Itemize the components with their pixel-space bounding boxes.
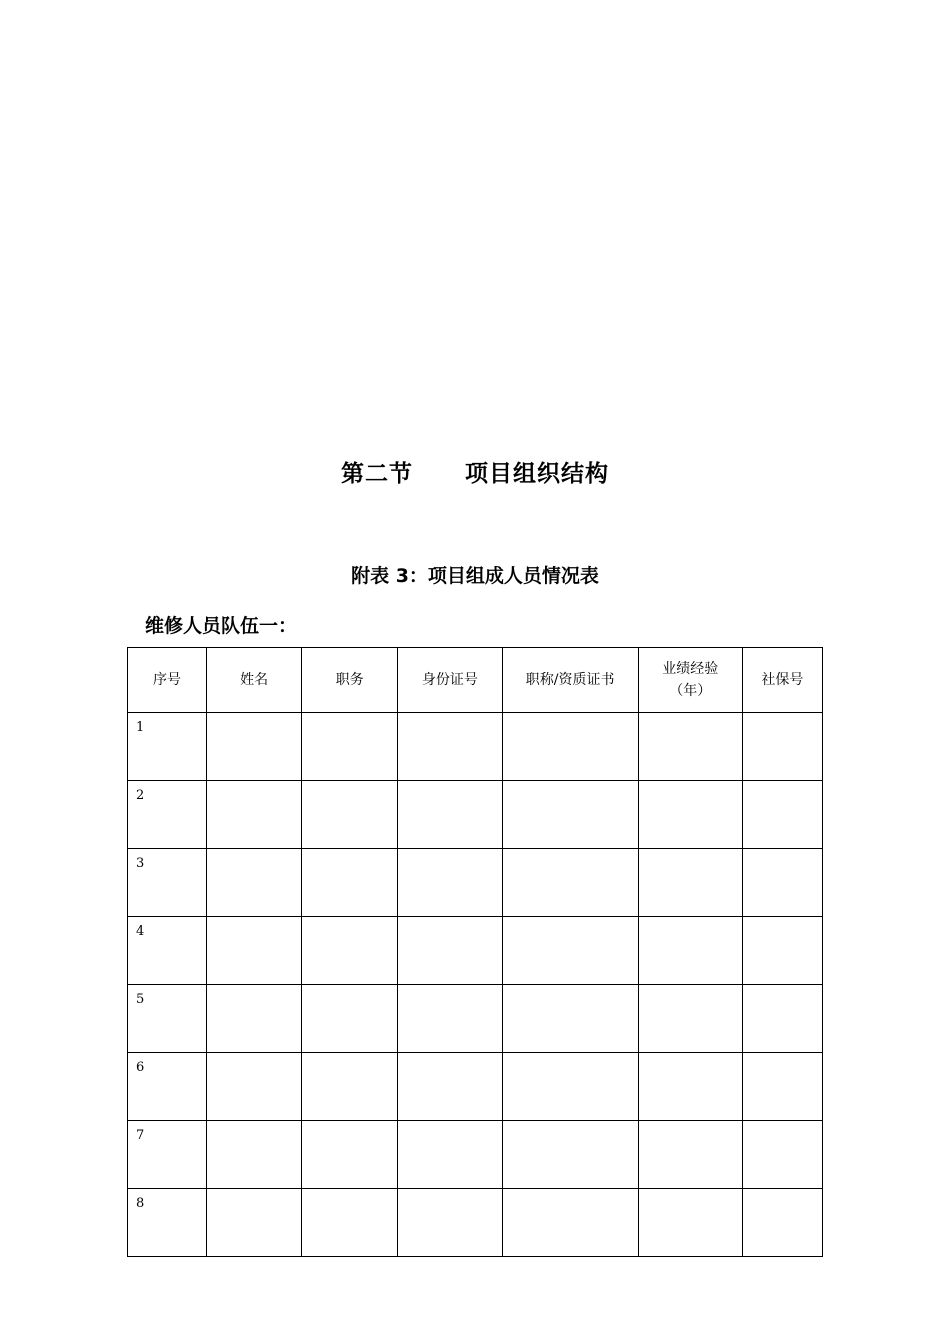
cell-social-security (742, 1189, 822, 1257)
table-caption: 附表 3：项目组成人员情况表 (351, 565, 599, 587)
cell-experience (638, 781, 742, 849)
header-name: 姓名 (207, 648, 302, 713)
cell-name (207, 1121, 302, 1189)
section-number: 第二节 (341, 461, 413, 487)
cell-experience (638, 1121, 742, 1189)
cell-experience (638, 1189, 742, 1257)
cell-no: 8 (128, 1189, 207, 1257)
cell-title-cert (502, 985, 638, 1053)
cell-title-cert (502, 713, 638, 781)
cell-id-number (398, 1121, 502, 1189)
cell-post (302, 1189, 398, 1257)
section-heading (0, 455, 950, 488)
cell-id-number (398, 917, 502, 985)
cell-post (302, 1121, 398, 1189)
cell-id-number (398, 1189, 502, 1257)
cell-no: 5 (128, 985, 207, 1053)
cell-id-number (398, 849, 502, 917)
cell-no: 6 (128, 1053, 207, 1121)
cell-name (207, 781, 302, 849)
cell-experience (638, 1053, 742, 1121)
cell-experience (638, 985, 742, 1053)
section-title: 项目组织结构 (465, 461, 609, 487)
cell-name (207, 985, 302, 1053)
table-row (128, 713, 823, 781)
cell-social-security (742, 849, 822, 917)
cell-experience (638, 849, 742, 917)
cell-experience (638, 917, 742, 985)
header-title-cert: 职称/资质证书 (502, 648, 638, 713)
table-row (128, 781, 823, 849)
header-id-number: 身份证号 (398, 648, 502, 713)
header-social-security: 社保号 (742, 648, 822, 713)
header-experience-line1: 业绩经验 (662, 661, 719, 677)
cell-name (207, 713, 302, 781)
cell-name (207, 849, 302, 917)
cell-id-number (398, 985, 502, 1053)
cell-title-cert (502, 1121, 638, 1189)
header-post: 职务 (302, 648, 398, 713)
cell-social-security (742, 1121, 822, 1189)
table-header-row (128, 648, 823, 713)
cell-social-security (742, 713, 822, 781)
cell-name (207, 1053, 302, 1121)
cell-post (302, 985, 398, 1053)
table-row (128, 1053, 823, 1121)
cell-title-cert (502, 781, 638, 849)
header-experience-line2: （年） (669, 683, 712, 699)
table-row (128, 1121, 823, 1189)
cell-no: 2 (128, 781, 207, 849)
cell-id-number (398, 713, 502, 781)
cell-post (302, 1053, 398, 1121)
cell-title-cert (502, 1189, 638, 1257)
cell-experience (638, 713, 742, 781)
cell-social-security (742, 781, 822, 849)
cell-no: 7 (128, 1121, 207, 1189)
personnel-table (127, 647, 823, 1257)
cell-name (207, 1189, 302, 1257)
cell-title-cert (502, 917, 638, 985)
table-row (128, 849, 823, 917)
cell-title-cert (502, 1053, 638, 1121)
cell-post (302, 849, 398, 917)
cell-title-cert (502, 849, 638, 917)
cell-post (302, 713, 398, 781)
header-experience (638, 648, 742, 713)
cell-id-number (398, 781, 502, 849)
cell-no: 3 (128, 849, 207, 917)
table-row (128, 985, 823, 1053)
cell-no: 4 (128, 917, 207, 985)
cell-social-security (742, 985, 822, 1053)
team-label: 维修人员队伍一： (145, 615, 298, 637)
header-no: 序号 (128, 648, 207, 713)
table-row (128, 917, 823, 985)
cell-id-number (398, 1053, 502, 1121)
table-row (128, 1189, 823, 1257)
cell-no: 1 (128, 713, 207, 781)
cell-post (302, 781, 398, 849)
cell-social-security (742, 1053, 822, 1121)
cell-social-security (742, 917, 822, 985)
cell-post (302, 917, 398, 985)
cell-name (207, 917, 302, 985)
